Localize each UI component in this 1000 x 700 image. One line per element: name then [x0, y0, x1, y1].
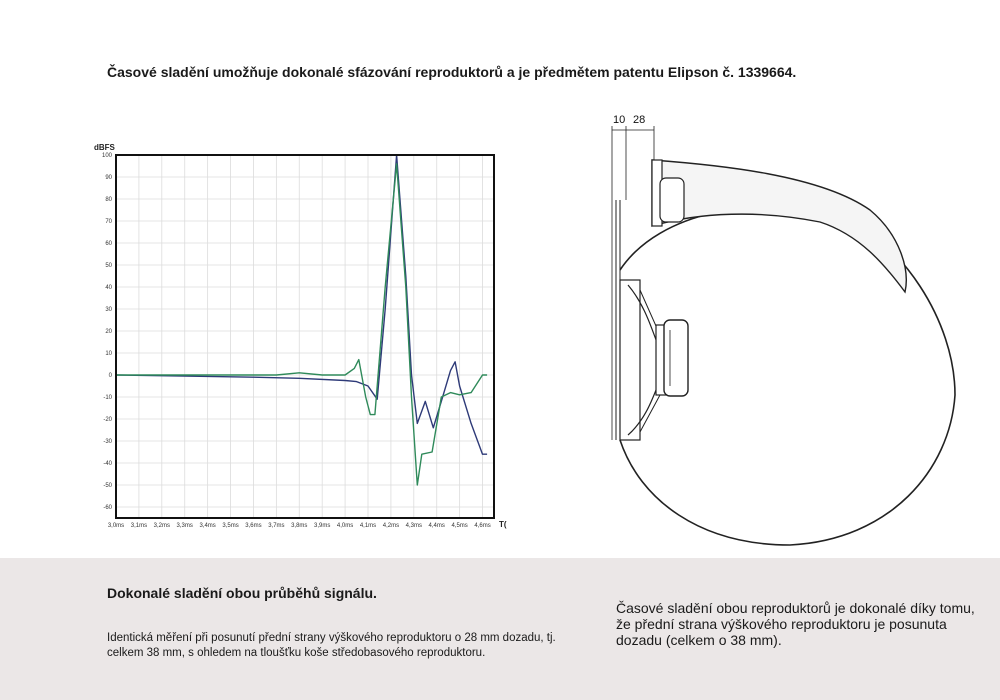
- y-tick-label: 80: [105, 197, 112, 203]
- x-axis-label: T(: [499, 520, 507, 529]
- y-tick-label: -40: [103, 461, 112, 467]
- x-tick-label: 3,1ms: [130, 523, 148, 529]
- woofer-frame: [620, 280, 640, 440]
- y-tick-label: 90: [105, 175, 112, 181]
- x-tick-label: 4,0ms: [336, 523, 354, 529]
- x-tick-label: 4,6ms: [474, 523, 491, 529]
- x-tick-label: 3,0ms: [107, 523, 125, 529]
- y-tick-label: -50: [103, 483, 112, 489]
- x-tick-label: 3,5ms: [222, 523, 239, 529]
- dimension-label-10: 10: [613, 114, 626, 126]
- y-tick-label: -30: [103, 439, 112, 445]
- series-line-1: [116, 155, 487, 454]
- x-tick-label: 4,5ms: [451, 523, 468, 529]
- x-tick-label: 3,9ms: [314, 523, 331, 529]
- tweeter-arm: [652, 160, 906, 292]
- series-line-2: [116, 164, 487, 485]
- impulse-response-chart: [0, 0, 560, 560]
- chart-series: [116, 155, 487, 485]
- y-tick-label: 100: [101, 153, 112, 159]
- dimension-label-28: 28: [633, 114, 646, 126]
- x-tick-label: 3,6ms: [245, 523, 262, 529]
- tweeter-dome: [660, 178, 684, 222]
- speaker-cross-section-diagram: [600, 105, 960, 555]
- x-tick-label: 4,3ms: [405, 523, 422, 529]
- x-tick-label: 3,8ms: [291, 523, 308, 529]
- caption-note: Identická měření při posunutí přední strany výškového reproduktoru o 28 mm dozadu, tj. celkem 38 mm, s ohledem na tloušťku koše středobasového reproduktoru.: [107, 632, 556, 659]
- x-tick-label: 4,4ms: [428, 523, 445, 529]
- y-tick-label: 60: [105, 241, 112, 247]
- y-tick-labels: [102, 153, 113, 511]
- x-tick-label: 3,7ms: [268, 523, 285, 529]
- y-tick-label: 70: [105, 219, 112, 225]
- x-tick-label: 4,1ms: [359, 523, 377, 529]
- headline: Časové sladění umožňuje dokonalé sfázování reproduktorů a je předmětem patentu Elipson č. 1339664.: [107, 64, 797, 80]
- plot-frame: [116, 155, 494, 518]
- x-tick-label: 3,4ms: [199, 523, 216, 529]
- y-tick-label: 40: [105, 285, 112, 291]
- y-tick-label: 50: [105, 263, 112, 269]
- y-axis-label: dBFS: [94, 143, 115, 152]
- y-tick-label: -10: [103, 395, 112, 401]
- x-tick-label: 3,3ms: [176, 523, 193, 529]
- x-tick-label: 4,2ms: [382, 523, 400, 529]
- y-tick-label: 10: [105, 351, 112, 357]
- woofer-magnet: [664, 320, 688, 396]
- y-tick-label: 20: [105, 329, 112, 335]
- chart-grid: [116, 155, 494, 518]
- y-tick-label: 0: [108, 373, 112, 379]
- caption-right: Časové sladění obou reproduktorů je dokonalé díky tomu, že přední strana výškového reproduktoru je posunuta dozadu (celkem o 38 mm).: [616, 600, 975, 648]
- caption-title: Dokonalé sladění obou průběhů signálu.: [107, 585, 377, 601]
- x-tick-labels: [108, 523, 491, 529]
- x-tick-label: 3,2ms: [153, 523, 170, 529]
- y-tick-label: -20: [103, 417, 112, 423]
- y-tick-label: 30: [105, 307, 112, 313]
- y-tick-label: -60: [103, 505, 112, 511]
